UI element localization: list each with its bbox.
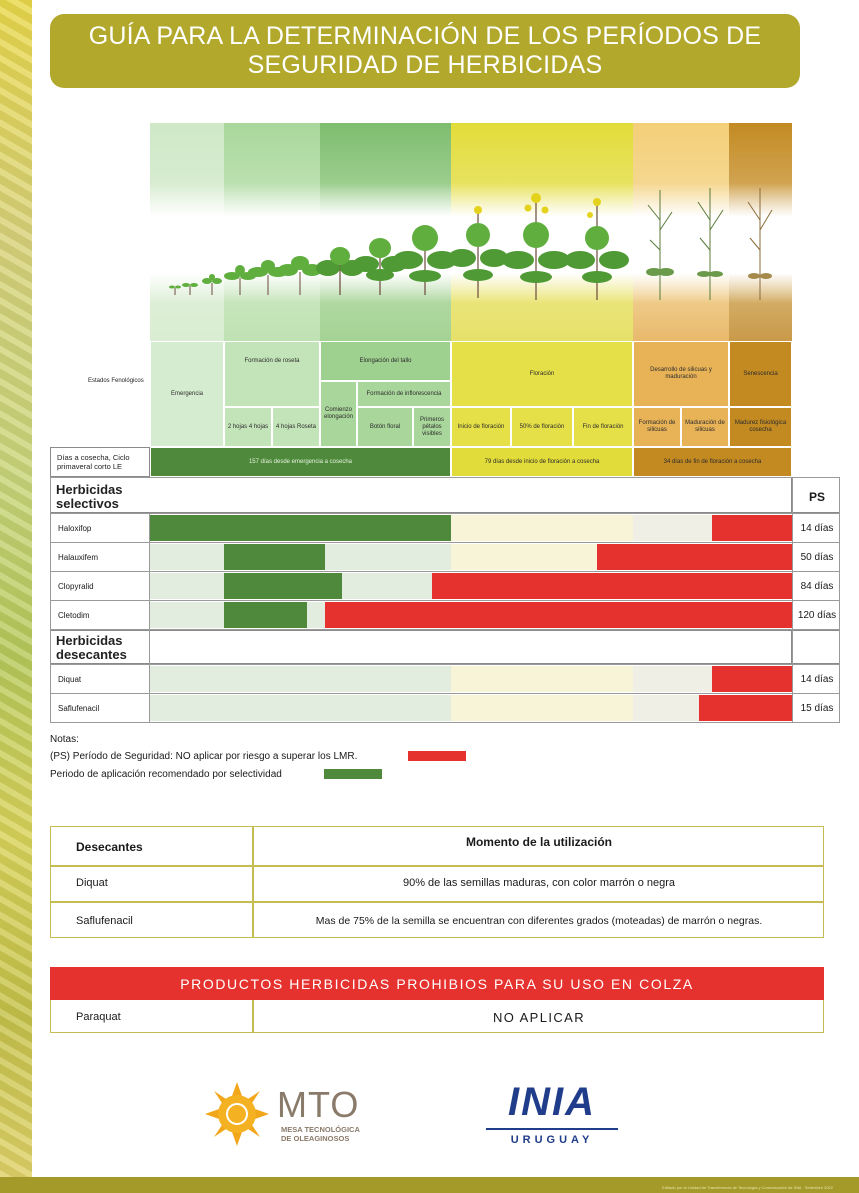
stage-floracion: Floración xyxy=(451,341,633,407)
substage-madurez-fisiologica: Madurez fisiológica cosecha xyxy=(729,407,792,447)
dias-cosecha-green: 157 días desde emergencia a cosecha xyxy=(150,447,451,477)
ps-value-cletodim: 120 días xyxy=(797,609,837,621)
notes-title: Notas: xyxy=(50,734,79,745)
table-divider xyxy=(50,865,824,867)
substage-50-floracion: 50% de floración xyxy=(511,407,573,447)
inia-underline xyxy=(486,1128,618,1130)
footer-credit: Editado por la Unidad de Transferencia de Tecnología y Comunicación de INIA · Setiembre 2022 xyxy=(662,1185,833,1190)
stage-formacion-roseta: Formación de roseta xyxy=(224,341,320,407)
substage-formacion-silicuas: Formación de silicuas xyxy=(633,407,681,447)
plant-growth-illustration xyxy=(150,180,792,305)
desecantes-col-header: Desecantes xyxy=(76,840,143,854)
ps-value-halauxifem: 50 días xyxy=(800,551,834,563)
stage-desarrollo-silicuas: Desarrollo de silicuas y maduración xyxy=(633,341,729,407)
ps-value-saflufenacil: 15 días xyxy=(800,702,834,714)
ps-value-diquat: 14 días xyxy=(800,673,834,685)
stage-emergencia: Emergencia xyxy=(150,341,224,447)
ps-header: PS xyxy=(808,490,825,504)
substage-maduracion-silicuas: Maduración de silicuas xyxy=(681,407,729,447)
notes-ps: (PS) Período de Seguridad: NO aplicar por riesgo a superar los LMR. xyxy=(50,751,358,762)
mto-subtitle-1: MESA TECNOLÓGICA xyxy=(281,1125,360,1134)
estados-fenologicos-label: Estados Fenológicos xyxy=(88,377,144,384)
ps-column xyxy=(792,477,840,723)
mto-wordmark: MTO xyxy=(277,1084,360,1125)
stage-senescencia: Senescencia xyxy=(729,341,792,407)
mto-logo xyxy=(205,1080,385,1150)
dias-cosecha-orange: 34 días de fin de floración a cosecha xyxy=(633,447,792,477)
dias-cosecha-yellow: 79 días desde inicio de floración a cosecha xyxy=(451,447,633,477)
title-line-2: SEGURIDAD DE HERBICIDAS xyxy=(247,51,603,79)
prohibited-heading: PRODUCTOS HERBICIDAS PROHIBIOS PARA SU USO EN COLZA xyxy=(50,967,824,1000)
notes-application: Periodo de aplicación recomendado por selectividad xyxy=(50,769,282,780)
herbicide-name-diquat: Diquat xyxy=(58,674,82,684)
substage-4-hojas-roseta: 4 hojas Roseta xyxy=(272,407,320,447)
mto-subtitle-2: DE OLEAGINOSOS xyxy=(281,1134,350,1143)
substage-boton-floral: Botón floral xyxy=(357,407,413,447)
ps-value-haloxifop: 14 días xyxy=(800,522,834,534)
inia-country: URUGUAY xyxy=(510,1134,594,1146)
legend-green-swatch xyxy=(324,769,382,779)
prohibited-product-name: Paraquat xyxy=(76,1011,121,1023)
substage-primeros-petalos: Primeros pétalos visibles xyxy=(413,407,451,447)
momento-col-header: Momento de la utilización xyxy=(465,835,612,849)
substage-2-4-hojas: 2 hojas 4 hojas xyxy=(224,407,272,447)
desecante-moment-saflufenacil: Mas de 75% de la semilla se encuentran con diferentes grados (moteadas) de marrón o negras. xyxy=(315,915,763,927)
title-banner xyxy=(50,14,800,88)
substage-fin-floracion: Fin de floración xyxy=(573,407,633,447)
ps-value-clopyralid: 84 días xyxy=(800,580,834,592)
substage-inicio-floracion: Inicio de floración xyxy=(451,407,511,447)
prohibited-action: NO APLICAR xyxy=(492,1009,586,1025)
herbicide-name-saflufenacil: Saflufenacil xyxy=(58,703,100,713)
inia-logo xyxy=(482,1080,622,1150)
herbicide-name-haloxifop: Haloxifop xyxy=(58,523,92,533)
decorative-left-strip xyxy=(0,0,32,1193)
selectivos-heading: Herbicidas selectivos xyxy=(56,482,123,511)
sun-icon xyxy=(205,1082,269,1146)
legend-red-swatch xyxy=(408,751,466,761)
desecantes-heading: Herbicidas desecantes xyxy=(56,633,127,662)
desecante-moment-diquat: 90% de las semillas maduras, con color marrón o negra xyxy=(402,877,676,889)
inia-wordmark: INIA xyxy=(508,1080,596,1124)
stage-elongacion-tallo: Elongación del tallo xyxy=(320,341,451,381)
herbicide-name-halauxifem: Halauxifem xyxy=(58,552,99,562)
herbicide-label-column xyxy=(50,513,150,723)
title-line-1: GUÍA PARA LA DETERMINACIÓN DE LOS PERÍODOS DE xyxy=(88,22,762,50)
herbicide-table-outline xyxy=(50,477,840,723)
substage-formacion-inflorescencia: Formación de inflorescencia xyxy=(357,381,451,407)
herbicide-name-clopyralid: Clopyralid xyxy=(58,581,94,591)
desecante-name-diquat: Diquat xyxy=(76,877,108,889)
substage-comienzo-elongacion: Comienzo elongación xyxy=(320,381,357,447)
dias-cosecha-label: Días a cosecha, Ciclo primaveral corto LE xyxy=(57,453,130,471)
herbicide-name-cletodim: Cletodim xyxy=(58,610,90,620)
table-divider xyxy=(50,901,824,903)
desecante-name-saflufenacil: Saflufenacil xyxy=(76,915,133,927)
